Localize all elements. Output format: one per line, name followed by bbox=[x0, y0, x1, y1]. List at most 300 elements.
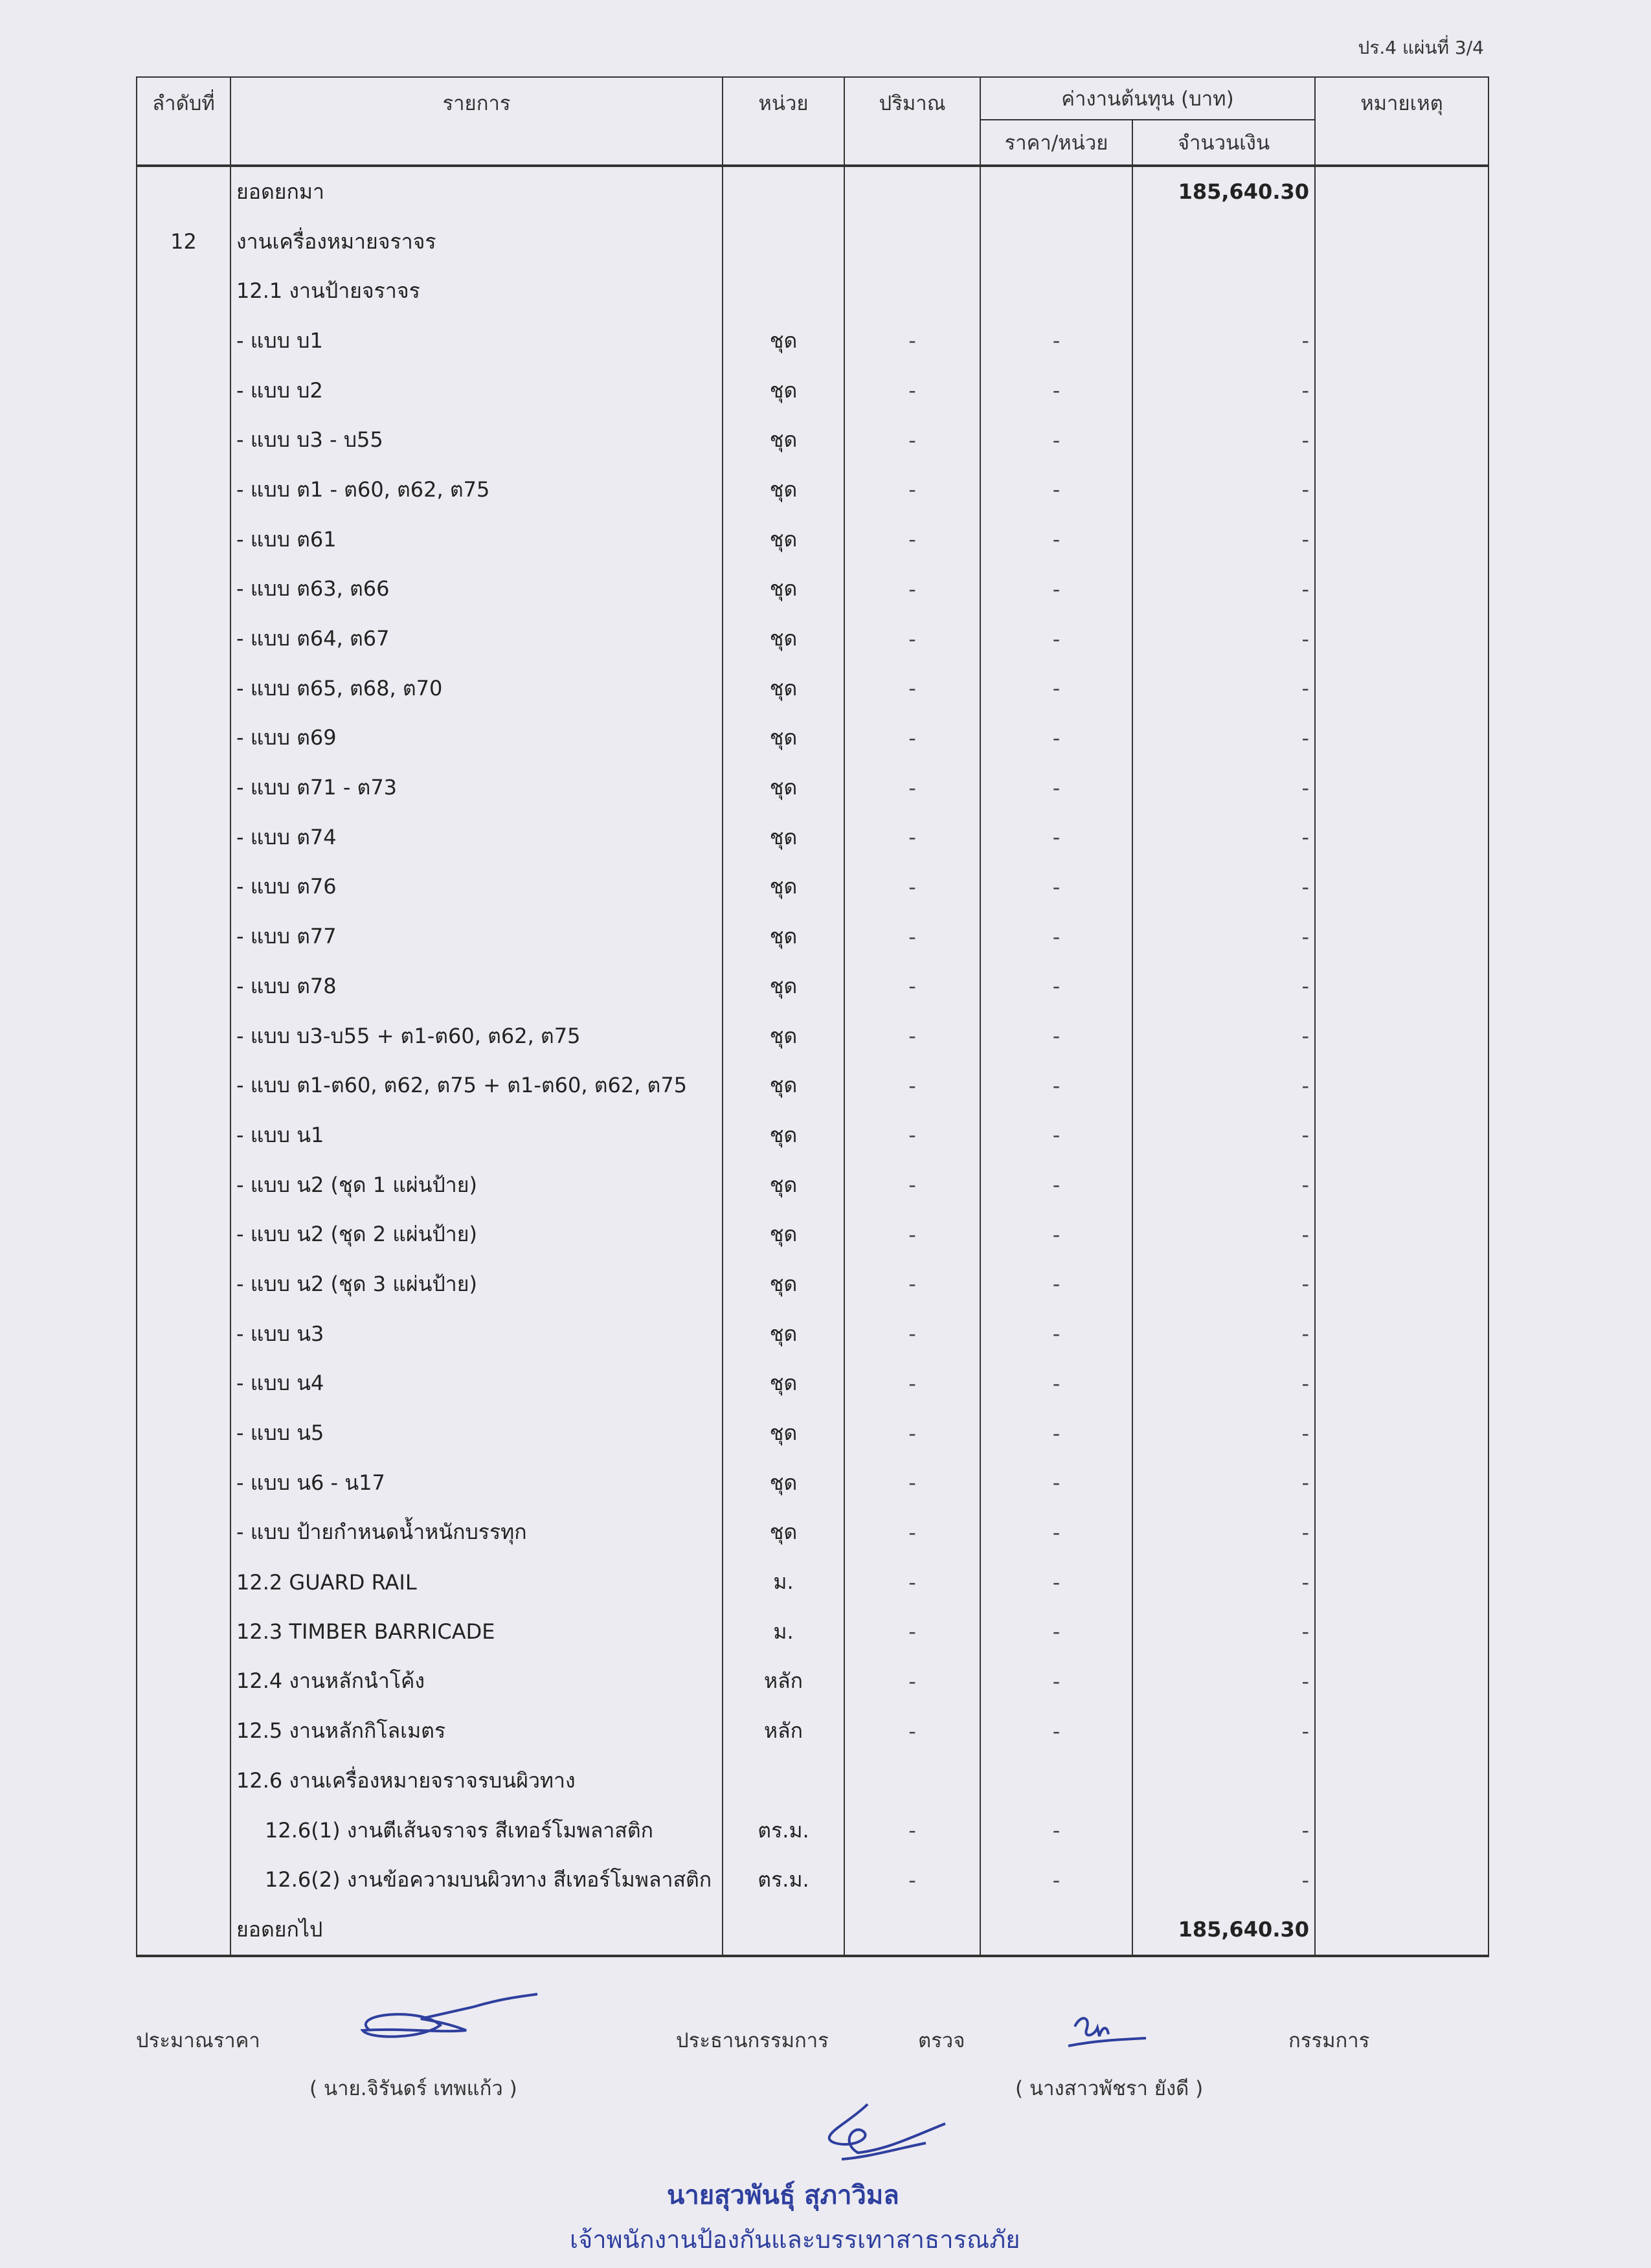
row-amount: - bbox=[1132, 961, 1315, 1011]
row-quantity: - bbox=[844, 565, 980, 614]
row-note bbox=[1315, 1309, 1488, 1359]
row-amount: - bbox=[1132, 316, 1315, 366]
row-number bbox=[137, 1756, 230, 1806]
row-note bbox=[1315, 713, 1488, 763]
row-number bbox=[137, 1209, 230, 1259]
row-unit-price bbox=[980, 1756, 1132, 1806]
row-quantity: - bbox=[844, 1110, 980, 1160]
row-quantity: - bbox=[844, 1011, 980, 1061]
row-item: 12.6(1) งานตีเส้นจราจร สีเทอร์โมพลาสติก bbox=[230, 1806, 723, 1856]
row-unit bbox=[723, 266, 844, 316]
row-note bbox=[1315, 515, 1488, 565]
row-unit: ชุด bbox=[723, 465, 844, 515]
table-row bbox=[137, 465, 1488, 515]
table-row bbox=[137, 166, 1488, 217]
row-amount bbox=[1132, 217, 1315, 267]
table-header bbox=[137, 77, 1488, 166]
row-number bbox=[137, 415, 230, 465]
row-unit: ชุด bbox=[723, 713, 844, 763]
row-unit-price: - bbox=[980, 316, 1132, 366]
row-unit bbox=[723, 166, 844, 217]
row-unit: ชุด bbox=[723, 1458, 844, 1508]
table-row bbox=[137, 1110, 1488, 1160]
row-unit bbox=[723, 1756, 844, 1806]
row-item: 12.4 งานหลักนำโค้ง bbox=[230, 1657, 723, 1707]
row-amount: - bbox=[1132, 1259, 1315, 1309]
table-row bbox=[137, 1557, 1488, 1607]
row-unit-price: - bbox=[980, 1557, 1132, 1607]
row-unit-price: - bbox=[980, 1011, 1132, 1061]
header-note: หมายเหตุ bbox=[1315, 77, 1488, 166]
row-note bbox=[1315, 1160, 1488, 1210]
row-quantity: - bbox=[844, 1458, 980, 1508]
row-item: - แบบ ต63, ต66 bbox=[230, 565, 723, 614]
row-unit: ชุด bbox=[723, 1508, 844, 1558]
row-quantity: - bbox=[844, 1209, 980, 1259]
estimator-label: ประมาณราคา bbox=[136, 2029, 260, 2052]
row-unit: ชุด bbox=[723, 912, 844, 961]
row-note bbox=[1315, 565, 1488, 614]
row-unit: ชุด bbox=[723, 1359, 844, 1409]
row-item: - แบบ น4 bbox=[230, 1359, 723, 1409]
row-item: - แบบ ต61 bbox=[230, 515, 723, 565]
row-number bbox=[137, 465, 230, 515]
committee-signature bbox=[1062, 2001, 1152, 2059]
header-item: รายการ bbox=[230, 77, 723, 166]
row-unit-price: - bbox=[980, 1607, 1132, 1657]
row-number bbox=[137, 1309, 230, 1359]
row-number bbox=[137, 1905, 230, 1956]
table-body bbox=[137, 166, 1488, 1956]
row-amount: 185,640.30 bbox=[1132, 166, 1315, 217]
table-row bbox=[137, 1657, 1488, 1707]
table-row bbox=[137, 862, 1488, 912]
row-quantity: - bbox=[844, 763, 980, 813]
row-note bbox=[1315, 813, 1488, 862]
row-quantity: - bbox=[844, 664, 980, 713]
table-row bbox=[137, 961, 1488, 1011]
row-unit-price: - bbox=[980, 614, 1132, 664]
check-label: ตรวจ bbox=[918, 2029, 965, 2052]
row-unit: ชุด bbox=[723, 415, 844, 465]
row-amount: - bbox=[1132, 862, 1315, 912]
row-note bbox=[1315, 166, 1488, 217]
row-quantity bbox=[844, 266, 980, 316]
row-amount: - bbox=[1132, 415, 1315, 465]
row-item: - แบบ บ2 bbox=[230, 366, 723, 416]
row-quantity: - bbox=[844, 1408, 980, 1458]
table-row bbox=[137, 415, 1488, 465]
row-unit-price bbox=[980, 166, 1132, 217]
row-amount: - bbox=[1132, 1607, 1315, 1657]
row-unit: ชุด bbox=[723, 763, 844, 813]
row-amount: - bbox=[1132, 1110, 1315, 1160]
row-number bbox=[137, 1011, 230, 1061]
row-quantity: - bbox=[844, 1657, 980, 1707]
row-number bbox=[137, 515, 230, 565]
row-quantity: - bbox=[844, 1607, 980, 1657]
row-unit-price: - bbox=[980, 862, 1132, 912]
row-note bbox=[1315, 763, 1488, 813]
row-item: 12.6 งานเครื่องหมายจราจรบนผิวทาง bbox=[230, 1756, 723, 1806]
row-note bbox=[1315, 366, 1488, 416]
row-note bbox=[1315, 912, 1488, 961]
director-signature bbox=[796, 2098, 952, 2175]
row-quantity: - bbox=[844, 1806, 980, 1856]
row-unit-price bbox=[980, 1905, 1132, 1956]
row-unit: ชุด bbox=[723, 1259, 844, 1309]
row-quantity: - bbox=[844, 961, 980, 1011]
row-item: - แบบ น5 bbox=[230, 1408, 723, 1458]
row-unit-price: - bbox=[980, 1657, 1132, 1707]
row-item: - แบบ ต71 - ต73 bbox=[230, 763, 723, 813]
row-amount: - bbox=[1132, 515, 1315, 565]
row-quantity: - bbox=[844, 713, 980, 763]
row-unit-price: - bbox=[980, 664, 1132, 713]
table-row bbox=[137, 515, 1488, 565]
chair-label: ประธานกรรมการ bbox=[676, 2029, 829, 2052]
row-amount: - bbox=[1132, 1160, 1315, 1210]
row-number bbox=[137, 1408, 230, 1458]
row-number bbox=[137, 366, 230, 416]
row-unit-price: - bbox=[980, 465, 1132, 515]
cost-estimate-table bbox=[136, 76, 1489, 1957]
row-number: 12 bbox=[137, 217, 230, 267]
row-amount bbox=[1132, 266, 1315, 316]
row-quantity: - bbox=[844, 862, 980, 912]
page-reference: ปร.4 แผ่นที่ 3/4 bbox=[1358, 37, 1484, 58]
row-unit-price: - bbox=[980, 1508, 1132, 1558]
row-item: - แบบ น2 (ชุด 3 แผ่นป้าย) bbox=[230, 1259, 723, 1309]
row-note bbox=[1315, 1855, 1488, 1905]
row-note bbox=[1315, 1607, 1488, 1657]
row-note bbox=[1315, 1458, 1488, 1508]
row-unit: ชุด bbox=[723, 664, 844, 713]
committee-label: กรรมการ bbox=[1288, 2029, 1370, 2052]
row-note bbox=[1315, 1359, 1488, 1409]
row-unit: ม. bbox=[723, 1557, 844, 1607]
row-unit bbox=[723, 217, 844, 267]
row-number bbox=[137, 565, 230, 614]
row-item: - แบบ ต76 bbox=[230, 862, 723, 912]
row-unit: หลัก bbox=[723, 1706, 844, 1756]
row-unit: หลัก bbox=[723, 1657, 844, 1707]
table-row bbox=[137, 1061, 1488, 1110]
row-item: - แบบ ต77 bbox=[230, 912, 723, 961]
row-unit-price: - bbox=[980, 1706, 1132, 1756]
row-quantity: - bbox=[844, 1259, 980, 1309]
row-number bbox=[137, 961, 230, 1011]
table-row bbox=[137, 664, 1488, 713]
table-row bbox=[137, 1607, 1488, 1657]
row-unit-price: - bbox=[980, 1259, 1132, 1309]
row-unit: ชุด bbox=[723, 1408, 844, 1458]
row-unit: ตร.ม. bbox=[723, 1855, 844, 1905]
row-number bbox=[137, 1657, 230, 1707]
row-amount: - bbox=[1132, 366, 1315, 416]
row-note bbox=[1315, 1806, 1488, 1856]
row-quantity: - bbox=[844, 1855, 980, 1905]
row-note bbox=[1315, 664, 1488, 713]
row-amount: - bbox=[1132, 1359, 1315, 1409]
row-unit-price: - bbox=[980, 912, 1132, 961]
row-item: ยอดยกมา bbox=[230, 166, 723, 217]
row-number bbox=[137, 1508, 230, 1558]
row-note bbox=[1315, 1011, 1488, 1061]
row-number bbox=[137, 1160, 230, 1210]
row-item: - แบบ ต78 bbox=[230, 961, 723, 1011]
row-unit: ชุด bbox=[723, 961, 844, 1011]
row-amount: 185,640.30 bbox=[1132, 1905, 1315, 1956]
table-row bbox=[137, 813, 1488, 862]
row-amount: - bbox=[1132, 614, 1315, 664]
row-item: - แบบ ต1 - ต60, ต62, ต75 bbox=[230, 465, 723, 515]
table-row bbox=[137, 1359, 1488, 1409]
row-unit-price: - bbox=[980, 1855, 1132, 1905]
table-row bbox=[137, 266, 1488, 316]
row-number bbox=[137, 1607, 230, 1657]
row-item: - แบบ ต64, ต67 bbox=[230, 614, 723, 664]
row-unit: ชุด bbox=[723, 1011, 844, 1061]
row-unit-price: - bbox=[980, 713, 1132, 763]
row-item: - แบบ บ3-บ55 + ต1-ต60, ต62, ต75 bbox=[230, 1011, 723, 1061]
row-amount: - bbox=[1132, 763, 1315, 813]
row-unit-price: - bbox=[980, 1110, 1132, 1160]
row-number bbox=[137, 813, 230, 862]
row-item: - แบบ ต1-ต60, ต62, ต75 + ต1-ต60, ต62, ต75 bbox=[230, 1061, 723, 1110]
row-unit-price: - bbox=[980, 1209, 1132, 1259]
row-amount: - bbox=[1132, 565, 1315, 614]
row-item: - แบบ น2 (ชุด 1 แผ่นป้าย) bbox=[230, 1160, 723, 1210]
table-row bbox=[137, 1706, 1488, 1756]
row-number bbox=[137, 713, 230, 763]
table-row bbox=[137, 614, 1488, 664]
row-unit-price: - bbox=[980, 366, 1132, 416]
row-unit-price: - bbox=[980, 1806, 1132, 1856]
row-quantity: - bbox=[844, 912, 980, 961]
row-note bbox=[1315, 1557, 1488, 1607]
row-item: - แบบ บ3 - บ55 bbox=[230, 415, 723, 465]
row-unit: ชุด bbox=[723, 862, 844, 912]
row-note bbox=[1315, 1756, 1488, 1806]
row-quantity: - bbox=[844, 415, 980, 465]
row-note bbox=[1315, 465, 1488, 515]
row-unit: ชุด bbox=[723, 1209, 844, 1259]
row-unit-price: - bbox=[980, 813, 1132, 862]
table-row bbox=[137, 1508, 1488, 1558]
row-number bbox=[137, 1110, 230, 1160]
row-quantity: - bbox=[844, 1359, 980, 1409]
row-unit: ชุด bbox=[723, 565, 844, 614]
table-row bbox=[137, 1209, 1488, 1259]
row-number bbox=[137, 166, 230, 217]
row-quantity: - bbox=[844, 1706, 980, 1756]
row-amount: - bbox=[1132, 1806, 1315, 1856]
row-quantity: - bbox=[844, 1508, 980, 1558]
row-unit: ชุด bbox=[723, 1110, 844, 1160]
row-quantity bbox=[844, 166, 980, 217]
table-row bbox=[137, 1408, 1488, 1458]
estimator-signature bbox=[343, 1968, 544, 2059]
header-amount: จำนวนเงิน bbox=[1132, 120, 1315, 166]
row-unit-price: - bbox=[980, 1359, 1132, 1409]
row-note bbox=[1315, 614, 1488, 664]
row-quantity: - bbox=[844, 515, 980, 565]
row-note bbox=[1315, 1259, 1488, 1309]
row-item: - แบบ น6 - น17 bbox=[230, 1458, 723, 1508]
table-row bbox=[137, 1160, 1488, 1210]
row-item: - แบบ ป้ายกำหนดน้ำหนักบรรทุก bbox=[230, 1508, 723, 1558]
row-unit-price: - bbox=[980, 1160, 1132, 1210]
row-unit-price: - bbox=[980, 415, 1132, 465]
header-unit: หน่วย bbox=[723, 77, 844, 166]
row-number bbox=[137, 266, 230, 316]
row-unit-price: - bbox=[980, 1458, 1132, 1508]
row-item: งานเครื่องหมายจราจร bbox=[230, 217, 723, 267]
row-unit-price: - bbox=[980, 565, 1132, 614]
row-unit: ชุด bbox=[723, 316, 844, 366]
row-unit: ตร.ม. bbox=[723, 1806, 844, 1856]
row-item: 12.5 งานหลักกิโลเมตร bbox=[230, 1706, 723, 1756]
row-number bbox=[137, 1259, 230, 1309]
row-amount: - bbox=[1132, 1309, 1315, 1359]
row-unit: ชุด bbox=[723, 515, 844, 565]
row-amount: - bbox=[1132, 1706, 1315, 1756]
row-note bbox=[1315, 1706, 1488, 1756]
row-unit-price: - bbox=[980, 1309, 1132, 1359]
row-unit-price: - bbox=[980, 763, 1132, 813]
row-item: - แบบ บ1 bbox=[230, 316, 723, 366]
row-note bbox=[1315, 316, 1488, 366]
row-number bbox=[137, 1458, 230, 1508]
row-unit bbox=[723, 1905, 844, 1956]
row-note bbox=[1315, 1209, 1488, 1259]
row-quantity bbox=[844, 217, 980, 267]
row-number bbox=[137, 862, 230, 912]
table-row bbox=[137, 1309, 1488, 1359]
row-number bbox=[137, 1706, 230, 1756]
table-row bbox=[137, 316, 1488, 366]
row-item: ยอดยกไป bbox=[230, 1905, 723, 1956]
row-note bbox=[1315, 862, 1488, 912]
row-quantity: - bbox=[844, 813, 980, 862]
row-unit-price bbox=[980, 217, 1132, 267]
row-unit-price: - bbox=[980, 961, 1132, 1011]
row-number bbox=[137, 614, 230, 664]
row-number bbox=[137, 1061, 230, 1110]
row-number bbox=[137, 316, 230, 366]
row-note bbox=[1315, 1508, 1488, 1558]
table-row bbox=[137, 1855, 1488, 1905]
row-quantity: - bbox=[844, 465, 980, 515]
row-item: 12.2 GUARD RAIL bbox=[230, 1557, 723, 1607]
row-note bbox=[1315, 1408, 1488, 1458]
table-row bbox=[137, 763, 1488, 813]
header-no: ลำดับที่ bbox=[137, 77, 230, 166]
row-unit: ม. bbox=[723, 1607, 844, 1657]
row-amount: - bbox=[1132, 1061, 1315, 1110]
row-unit: ชุด bbox=[723, 1309, 844, 1359]
row-quantity: - bbox=[844, 316, 980, 366]
row-number bbox=[137, 1359, 230, 1409]
header-qty: ปริมาณ bbox=[844, 77, 980, 166]
row-unit: ชุด bbox=[723, 1061, 844, 1110]
row-number bbox=[137, 1806, 230, 1856]
row-amount: - bbox=[1132, 1209, 1315, 1259]
row-quantity bbox=[844, 1905, 980, 1956]
row-amount: - bbox=[1132, 664, 1315, 713]
row-item: - แบบ ต74 bbox=[230, 813, 723, 862]
table-row bbox=[137, 912, 1488, 961]
row-amount: - bbox=[1132, 912, 1315, 961]
row-unit-price: - bbox=[980, 1061, 1132, 1110]
row-unit: ชุด bbox=[723, 813, 844, 862]
row-item: - แบบ น2 (ชุด 2 แผ่นป้าย) bbox=[230, 1209, 723, 1259]
header-price: ราคา/หน่วย bbox=[980, 120, 1132, 166]
row-item: - แบบ ต69 bbox=[230, 713, 723, 763]
row-note bbox=[1315, 217, 1488, 267]
table-row bbox=[137, 1806, 1488, 1856]
row-unit: ชุด bbox=[723, 614, 844, 664]
row-amount: - bbox=[1132, 1408, 1315, 1458]
row-quantity: - bbox=[844, 1061, 980, 1110]
row-unit: ชุด bbox=[723, 1160, 844, 1210]
table-row bbox=[137, 1259, 1488, 1309]
row-quantity: - bbox=[844, 1557, 980, 1607]
row-amount: - bbox=[1132, 1855, 1315, 1905]
row-amount: - bbox=[1132, 1657, 1315, 1707]
row-item: 12.6(2) งานข้อความบนผิวทาง สีเทอร์โมพลาสติก bbox=[230, 1855, 723, 1905]
row-number bbox=[137, 664, 230, 713]
row-item: 12.3 TIMBER BARRICADE bbox=[230, 1607, 723, 1657]
table-row bbox=[137, 1011, 1488, 1061]
row-item: - แบบ ต65, ต68, ต70 bbox=[230, 664, 723, 713]
row-note bbox=[1315, 415, 1488, 465]
committee-name: ( นางสาวพัชรา ยังดี ) bbox=[1015, 2077, 1204, 2100]
row-note bbox=[1315, 1061, 1488, 1110]
table-row bbox=[137, 713, 1488, 763]
row-amount bbox=[1132, 1756, 1315, 1806]
table-row bbox=[137, 1905, 1488, 1956]
stamp-name: นายสุวพันธุ์ สุภาวิมล bbox=[667, 2180, 899, 2210]
row-amount: - bbox=[1132, 465, 1315, 515]
row-note bbox=[1315, 1110, 1488, 1160]
row-note bbox=[1315, 1657, 1488, 1707]
row-quantity bbox=[844, 1756, 980, 1806]
row-item: 12.1 งานป้ายจราจร bbox=[230, 266, 723, 316]
row-amount: - bbox=[1132, 1011, 1315, 1061]
table-row bbox=[137, 366, 1488, 416]
row-number bbox=[137, 763, 230, 813]
row-quantity: - bbox=[844, 366, 980, 416]
estimator-name: ( นาย.จิรันดร์ เทพแก้ว ) bbox=[309, 2077, 517, 2100]
row-number bbox=[137, 912, 230, 961]
row-unit-price: - bbox=[980, 1408, 1132, 1458]
row-amount: - bbox=[1132, 1458, 1315, 1508]
stamp-position: เจ้าพนักงานป้องกันและบรรเทาสาธารณภัย bbox=[570, 2225, 1020, 2254]
row-amount: - bbox=[1132, 1557, 1315, 1607]
row-unit-price bbox=[980, 266, 1132, 316]
row-note bbox=[1315, 1905, 1488, 1956]
header-cost-group: ค่างานต้นทุน (บาท) bbox=[980, 77, 1315, 120]
row-quantity: - bbox=[844, 1309, 980, 1359]
table-row bbox=[137, 217, 1488, 267]
row-note bbox=[1315, 266, 1488, 316]
row-unit: ชุด bbox=[723, 366, 844, 416]
row-amount: - bbox=[1132, 813, 1315, 862]
row-item: - แบบ น1 bbox=[230, 1110, 723, 1160]
row-quantity: - bbox=[844, 1160, 980, 1210]
